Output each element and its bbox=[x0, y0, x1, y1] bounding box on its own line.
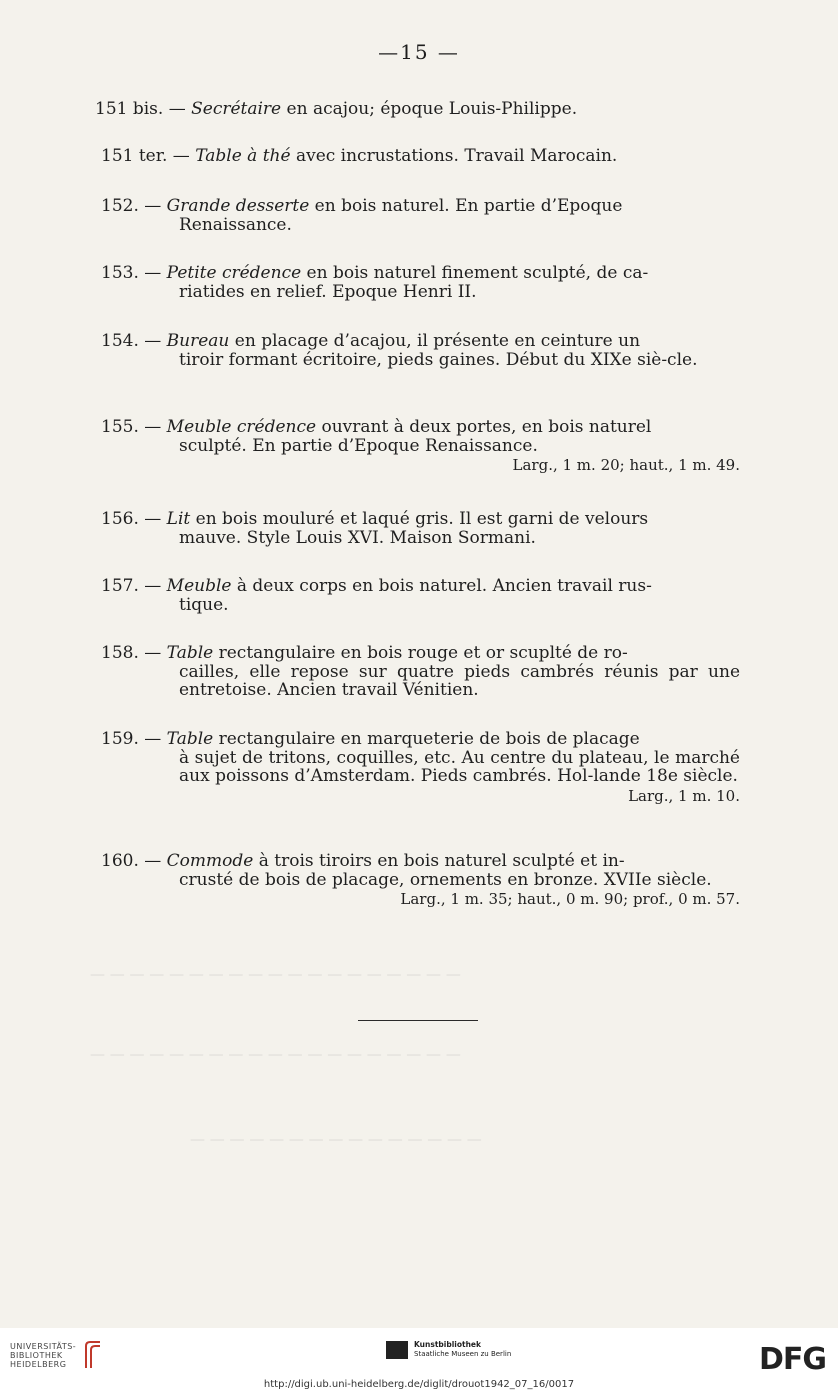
entry-text: en acajou; époque Louis-Philippe. bbox=[281, 99, 578, 119]
entry-title: Grande desserte bbox=[166, 196, 310, 216]
entry-continuation: à sujet de tritons, coquilles, etc. Au centre du plateau, le marché aux poissons d’Amsterdam. Pieds cambrés. Hol-lande 18e siècle. bbox=[179, 747, 740, 786]
entry-title: Secrétaire bbox=[191, 99, 282, 119]
entry-title: Bureau bbox=[166, 331, 230, 351]
entry-text: en bois naturel. En partie d’Epoque bbox=[309, 196, 623, 216]
entry-title: Table bbox=[166, 729, 214, 749]
entry-number: 151 ter. — bbox=[101, 146, 196, 166]
heidelberg-mark-icon bbox=[82, 1340, 104, 1370]
entry-number: 160. — bbox=[101, 851, 167, 871]
entry-title: Lit bbox=[166, 509, 191, 529]
catalog-entry-159 bbox=[95, 730, 740, 805]
section-divider bbox=[358, 1020, 478, 1021]
entry-text: en bois naturel finement sculpté, de ca- bbox=[301, 263, 649, 283]
uni-logo-line: BIBLIOTHEK bbox=[10, 1350, 63, 1360]
uni-logo-line: HEIDELBERG bbox=[10, 1359, 67, 1369]
entry-number: 154. — bbox=[101, 331, 167, 351]
entry-text: à trois tiroirs en bois naturel sculpté et in- bbox=[253, 851, 625, 871]
entry-title: Meuble crédence bbox=[166, 417, 317, 437]
kb-logo-subtitle: Staatliche Museen zu Berlin bbox=[414, 1350, 512, 1358]
entry-continuation: riatides en relief. Epoque Henri II. bbox=[179, 281, 477, 302]
heidelberg-library-logo bbox=[10, 1340, 104, 1370]
entry-continuation: tique. bbox=[179, 594, 229, 615]
entry-number: 157. — bbox=[101, 576, 167, 596]
entry-number: 159. — bbox=[101, 729, 167, 749]
entry-number: 153. — bbox=[101, 263, 167, 283]
entry-title: Table bbox=[166, 643, 214, 663]
entry-dimensions: Larg., 1 m. 20; haut., 1 m. 49. bbox=[512, 456, 740, 474]
bleed-through-text: — — — — — — — — — — — — — — — — — — — bbox=[90, 965, 461, 983]
kb-logo-title: Kunstbibliothek bbox=[414, 1340, 482, 1349]
entry-title: Commode bbox=[166, 851, 254, 871]
entry-dimensions: Larg., 1 m. 10. bbox=[628, 786, 740, 805]
page-number: —15 — bbox=[378, 40, 460, 64]
uni-logo-line: UNIVERSITÄTS- bbox=[10, 1341, 77, 1351]
entry-text: avec incrustations. Travail Marocain. bbox=[290, 146, 618, 166]
catalog-entry-154 bbox=[95, 332, 740, 369]
entry-text: rectangulaire en bois rouge et or scuplté de ro- bbox=[213, 643, 628, 663]
catalog-entry-151ter bbox=[95, 147, 740, 166]
entry-title: Meuble bbox=[166, 576, 232, 596]
entry-text: ouvrant à deux portes, en bois naturel bbox=[316, 417, 652, 437]
catalog-entry-153 bbox=[95, 264, 740, 301]
digitization-footer bbox=[0, 1328, 838, 1392]
entry-continuation: sculpté. En partie d’Epoque Renaissance. bbox=[179, 435, 538, 456]
entry-number: 156. — bbox=[101, 509, 167, 529]
entry-continuation: cailles, elle repose sur quatre pieds cambrés réunis par une entretoise. Ancien travail Vénitien. bbox=[179, 661, 740, 700]
entry-text: en bois mouluré et laqué gris. Il est garni de velours bbox=[190, 509, 649, 529]
bleed-through-text: — — — — — — — — — — — — — — — bbox=[190, 1130, 482, 1148]
entry-dimensions: Larg., 1 m. 35; haut., 0 m. 90; prof., 0 m. 57. bbox=[400, 890, 740, 908]
kunstbibliothek-logo bbox=[386, 1340, 511, 1359]
bleed-through-text: — — — — — — — — — — — — — — — — — — — bbox=[90, 1045, 461, 1063]
entry-title: Table à thé bbox=[195, 146, 291, 166]
entry-continuation: mauve. Style Louis XVI. Maison Sormani. bbox=[179, 527, 536, 548]
entry-continuation: Renaissance. bbox=[179, 214, 292, 235]
entry-text: rectangulaire en marqueterie de bois de placage bbox=[213, 729, 640, 749]
catalog-entry-151bis bbox=[95, 100, 740, 119]
entry-number: 152. — bbox=[101, 196, 167, 216]
dfg-logo: DFG bbox=[758, 1342, 826, 1377]
catalog-entry-155 bbox=[95, 418, 740, 475]
catalog-entry-156 bbox=[95, 510, 740, 547]
catalog-entry-160 bbox=[95, 852, 740, 909]
entry-number: 155. — bbox=[101, 417, 167, 437]
source-url[interactable]: http://digi.ub.uni-heidelberg.de/diglit/drouot1942_07_16/0017 bbox=[263, 1379, 575, 1390]
catalog-entry-157 bbox=[95, 577, 740, 614]
catalog-entry-152 bbox=[95, 197, 740, 234]
entry-title: Petite crédence bbox=[166, 263, 302, 283]
entry-continuation: crusté de bois de placage, ornements en bronze. XVIIe siècle. bbox=[179, 869, 712, 890]
entry-number: 158. — bbox=[101, 643, 167, 663]
catalog-entry-158 bbox=[95, 644, 740, 700]
kunstbibliothek-mark-icon bbox=[386, 1341, 408, 1359]
entry-continuation: tiroir formant écritoire, pieds gaines. Début du XIXe siè-cle. bbox=[179, 349, 698, 370]
entry-number: 151 bis. — bbox=[95, 99, 192, 119]
entry-text: en placage d’acajou, il présente en ceinture un bbox=[229, 331, 641, 351]
entry-text: à deux corps en bois naturel. Ancien travail rus- bbox=[231, 576, 652, 596]
